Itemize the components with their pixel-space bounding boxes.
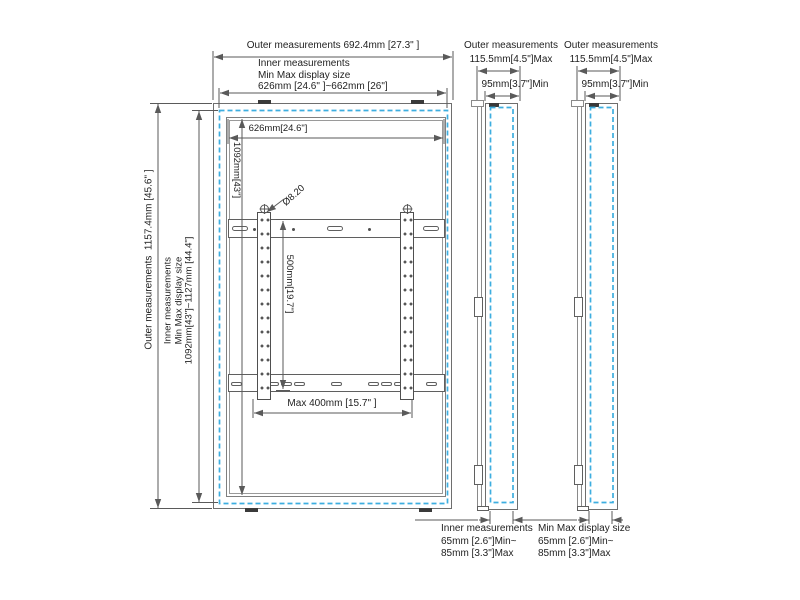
side2-bottom-line3: 85mm [3.3"]Max [538, 548, 611, 559]
slot [294, 382, 305, 386]
slot [368, 382, 379, 386]
side2-clip [574, 297, 583, 317]
vesa-left-rail [257, 212, 271, 400]
front-left-outer-label: Outer measurements 1157.4mm [45.6" ] [143, 169, 155, 350]
hole [292, 228, 295, 231]
side1-bottom-line3: 85mm [3.3"]Max [441, 548, 514, 559]
slot [281, 382, 292, 386]
side2-foot [577, 506, 589, 511]
side1-top-tab [489, 103, 499, 107]
side1-foot [477, 506, 489, 511]
side2-body [585, 103, 618, 510]
front-top-tab [411, 100, 424, 104]
slot [232, 226, 248, 231]
slot [327, 226, 343, 231]
front-top-outer-label: Outer measurements 692.4mm [27.3" ] [246, 40, 420, 51]
side1-min-dim [485, 91, 519, 101]
hole [368, 228, 371, 231]
front-top-inner-line2: Min Max display size [258, 69, 351, 81]
side2-bottom-line1: Min Max display size [538, 523, 631, 534]
front-bottom-foot [245, 508, 258, 512]
side1-min-label: 95mm[3.7"]Min [481, 79, 549, 90]
slot [331, 382, 342, 386]
side1-top-step [471, 100, 484, 107]
side1-clip [474, 465, 483, 485]
side1-bottom-line2: 65mm [2.6"]Min~ [441, 535, 517, 547]
side2-outer-label-line2: 115.5mm[4.5"]Max [569, 54, 653, 65]
side1-bottom-label [441, 523, 533, 561]
front-top-inner-label [258, 58, 388, 93]
vesa-right-rail [400, 212, 414, 400]
inner-width-dim-label: 626mm[24.6"] [248, 123, 308, 134]
front-top-inner-line1: Inner measurements [258, 58, 350, 69]
side2-bottom-label [538, 523, 630, 561]
side1-outer-label-line2: 115.5mm[4.5"]Max [469, 54, 553, 65]
front-left-inner-line1: Inner measurements [162, 256, 174, 345]
side1-outer-label-line1: Outer measurements [464, 40, 558, 51]
slot [423, 226, 439, 231]
slot [231, 382, 242, 386]
front-left-inner-label [164, 151, 197, 451]
front-bottom-foot [419, 508, 432, 512]
side1-clip [474, 297, 483, 317]
side2-clip [574, 465, 583, 485]
side2-bottom-line2: 65mm [2.6"]Min~ [538, 535, 614, 547]
side2-outer-label-line1: Outer measurements [564, 40, 658, 51]
side2-min-dim [585, 91, 619, 101]
side2-top-tab [589, 103, 599, 107]
bracket-width-dim-label: Max 400mm [15.7" ] [287, 398, 377, 409]
hole [253, 228, 256, 231]
slot [426, 382, 437, 386]
side2-top-step [571, 100, 584, 107]
front-left-inner-line2: Min Max display size [173, 256, 184, 345]
side2-min-label: 95mm[3.7"]Min [581, 79, 649, 90]
front-left-inner-line3: 1092mm[43"]~1127mm [44.4"] [183, 236, 195, 365]
front-top-tab [258, 100, 271, 104]
slot [381, 382, 392, 386]
bracket-height-dim-label: 500mm[19.7"] [284, 254, 295, 314]
front-top-inner-line3: 626mm [24.6" ]~662mm [26"] [258, 81, 388, 92]
hole-diameter-label: Ø8.20 [280, 182, 308, 209]
side1-body [485, 103, 518, 510]
side1-bottom-line1: Inner measurements [441, 523, 533, 534]
inner-height-dim-label: 1092mm[43"] [231, 141, 242, 199]
